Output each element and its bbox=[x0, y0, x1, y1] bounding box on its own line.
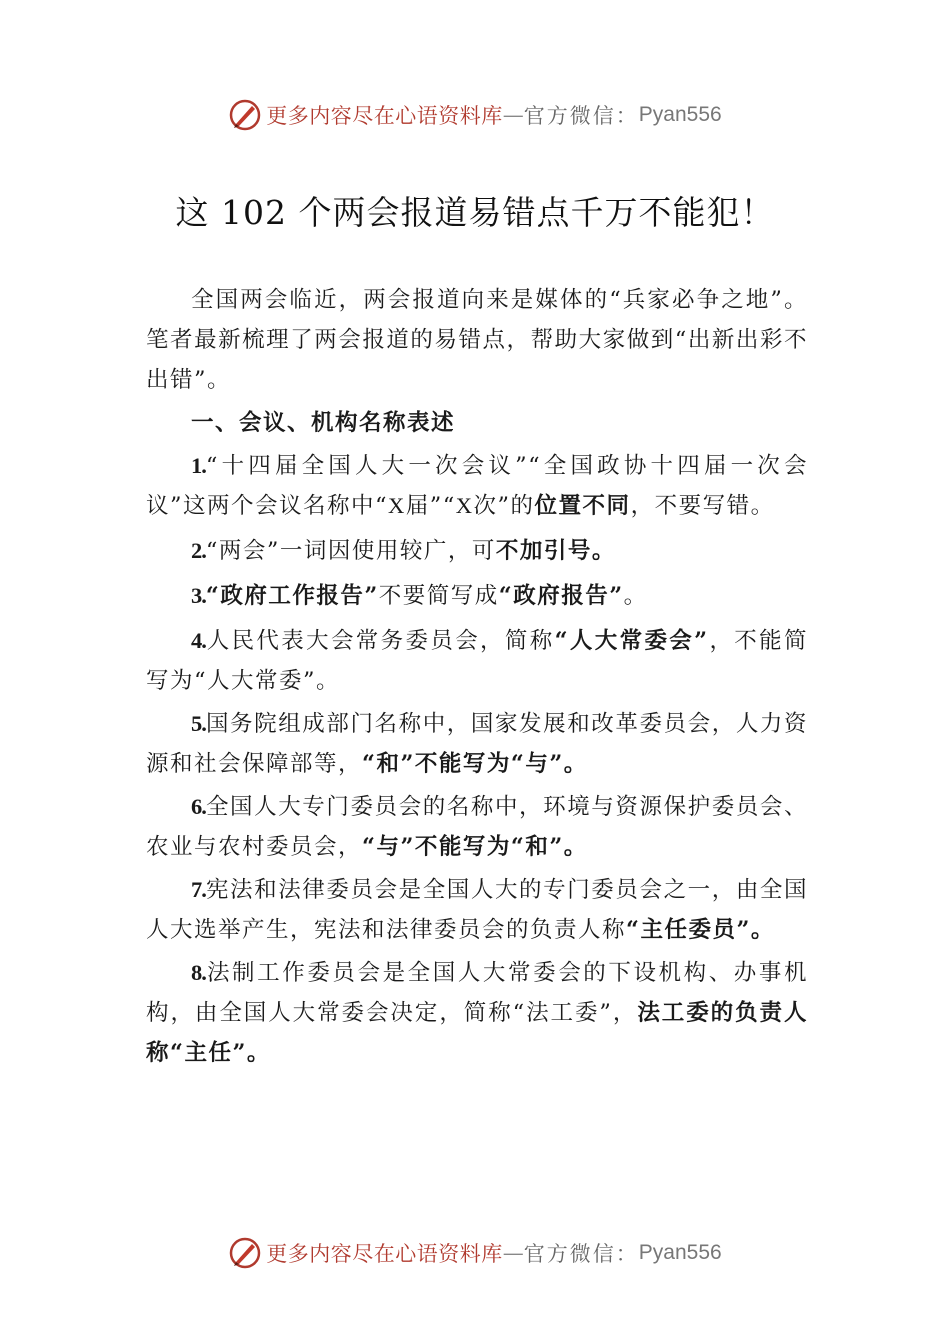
banner-dash: — bbox=[502, 103, 524, 127]
banner-dash: — bbox=[502, 1241, 524, 1265]
banner-label: 官方微信： bbox=[523, 104, 639, 128]
list-item: 8.法制工作委员会是全国人大常委会的下设机构、办事机构，由全国人大常委会决定，简称“法工委”，法工委的负责人称“主任”。 bbox=[146, 960, 808, 1066]
list-item: 7.宪法和法律委员会是全国人大的专门委员会之一，由全国人大选举产生，宪法和法律委员会的负责人称“主任委员”。 bbox=[146, 877, 808, 943]
banner-wechat-id: Pyan556 bbox=[638, 1241, 722, 1264]
section-heading: 一、会议、机构名称表述 bbox=[191, 410, 456, 436]
footer-watermark bbox=[0, 1233, 950, 1273]
intro-paragraph: 全国两会临近，两会报道向来是媒体的“兵家必争之地”。笔者最新梳理了两会报道的易错点，帮助大家做到“出新出彩不出错”。 bbox=[146, 287, 808, 393]
list-item: 3.“政府工作报告”不要简写成“政府报告”。 bbox=[191, 583, 648, 609]
list-item: 4.人民代表大会常务委员会，简称“人大常委会”，不能简写为“人大常委”。 bbox=[146, 628, 808, 694]
banner-wechat-id: Pyan556 bbox=[638, 103, 722, 126]
pen-nib-logo-icon bbox=[228, 98, 262, 132]
banner-main-text: 更多内容尽在心语资料库 bbox=[266, 1242, 503, 1266]
document-title: 这 102 个两会报道易错点千万不能犯！ bbox=[175, 193, 775, 232]
list-item: 2.“两会”一词因使用较广，可不加引号。 bbox=[191, 538, 616, 564]
document-body bbox=[146, 280, 808, 1073]
list-item: 6.全国人大专门委员会的名称中，环境与资源保护委员会、农业与农村委员会，“与”不能写为“和”。 bbox=[146, 794, 808, 860]
list-item: 5.国务院组成部门名称中，国家发展和改革委员会，人力资源和社会保障部等，“和”不能写为“与”。 bbox=[146, 711, 808, 777]
banner-main-text: 更多内容尽在心语资料库 bbox=[266, 104, 503, 128]
pen-nib-logo-icon bbox=[228, 1236, 262, 1270]
header-watermark bbox=[0, 95, 950, 135]
list-item: 1.“十四届全国人大一次会议”“全国政协十四届一次会议”这两个会议名称中“X届”“X次”的位置不同，不要写错。 bbox=[146, 453, 808, 519]
banner-label: 官方微信： bbox=[523, 1242, 639, 1266]
